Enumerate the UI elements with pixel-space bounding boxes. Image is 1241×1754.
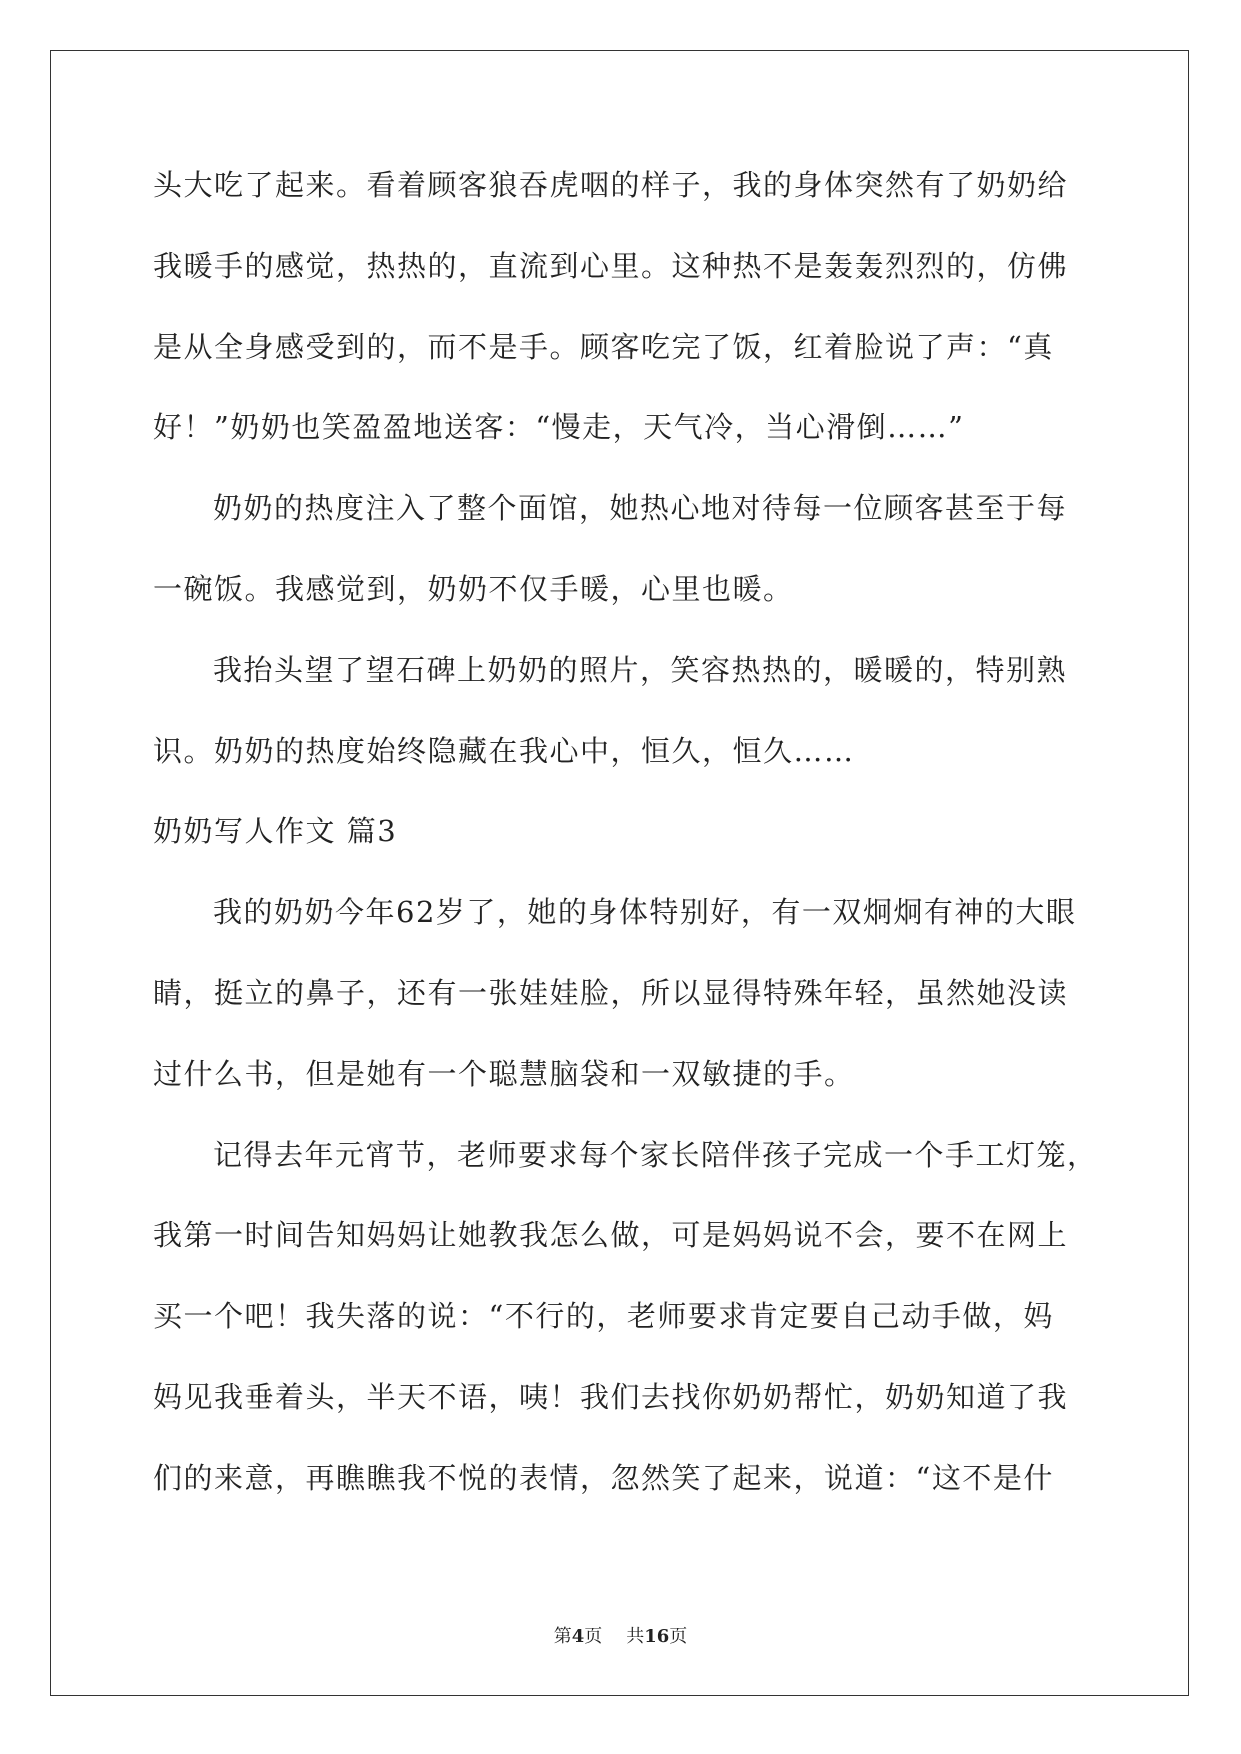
text-line: 好！”奶奶也笑盈盈地送客：“慢走，天气冷，当心滑倒……” — [153, 410, 965, 445]
current-page-number: 4 — [571, 1626, 585, 1647]
text-line: 买一个吧！我失落的说：“不行的，老师要求肯定要自己动手做，妈 — [153, 1299, 1054, 1334]
text-line: 我的奶奶今年62岁了，她的身体特别好，有一双炯炯有神的大眼 — [213, 895, 1077, 930]
text-line: 头大吃了起来。看着顾客狼吞虎咽的样子，我的身体突然有了奶奶给 — [153, 168, 1069, 202]
total-pages-number: 16 — [644, 1626, 670, 1647]
footer-total-suffix: 页 — [669, 1626, 688, 1647]
text-line: 我暖手的感觉，热热的，直流到心里。这种热不是轰轰烈烈的，仿佛 — [153, 248, 1069, 283]
text-line: 们的来意，再瞧瞧我不悦的表情，忽然笑了起来，说道：“这不是什 — [153, 1460, 1054, 1495]
text-line: 是从全身感受到的，而不是手。顾客吃完了饭，红着脸说了声：“真 — [153, 329, 1054, 364]
text-line: 妈见我垂着头，半天不语，咦！我们去找你奶奶帮忙，奶奶知道了我 — [153, 1379, 1069, 1414]
footer-prefix: 第 — [553, 1626, 572, 1647]
text-line: 我抬头望了望石碑上奶奶的照片，笑容热热的，暖暖的，特别熟 — [213, 652, 1068, 687]
footer-total-prefix: 共 — [626, 1626, 645, 1647]
text-line: 识。奶奶的热度始终隐藏在我心中，恒久，恒久…… — [153, 733, 855, 768]
text-line: 一碗饭。我感觉到，奶奶不仅手暖，心里也暖。 — [153, 571, 794, 606]
section-heading: 奶奶写人作文 篇3 — [153, 814, 398, 849]
text-line: 我第一时间告知妈妈让她教我怎么做，可是妈妈说不会，要不在网上 — [153, 1218, 1069, 1253]
text-line: 奶奶的热度注入了整个面馆，她热心地对待每一位顾客甚至于每 — [213, 491, 1068, 526]
text-line: 睛，挺立的鼻子，还有一张娃娃脸，所以显得特殊年轻，虽然她没读 — [153, 975, 1069, 1010]
footer-page-suffix: 页 — [584, 1626, 603, 1647]
text-line: 过什么书，但是她有一个聪慧脑袋和一双敏捷的手。 — [153, 1056, 855, 1091]
document-body — [153, 160, 1098, 1534]
text-line: 记得去年元宵节，老师要求每个家长陪伴孩子完成一个手工灯笼， — [213, 1137, 1098, 1172]
page-footer — [0, 1622, 1241, 1648]
